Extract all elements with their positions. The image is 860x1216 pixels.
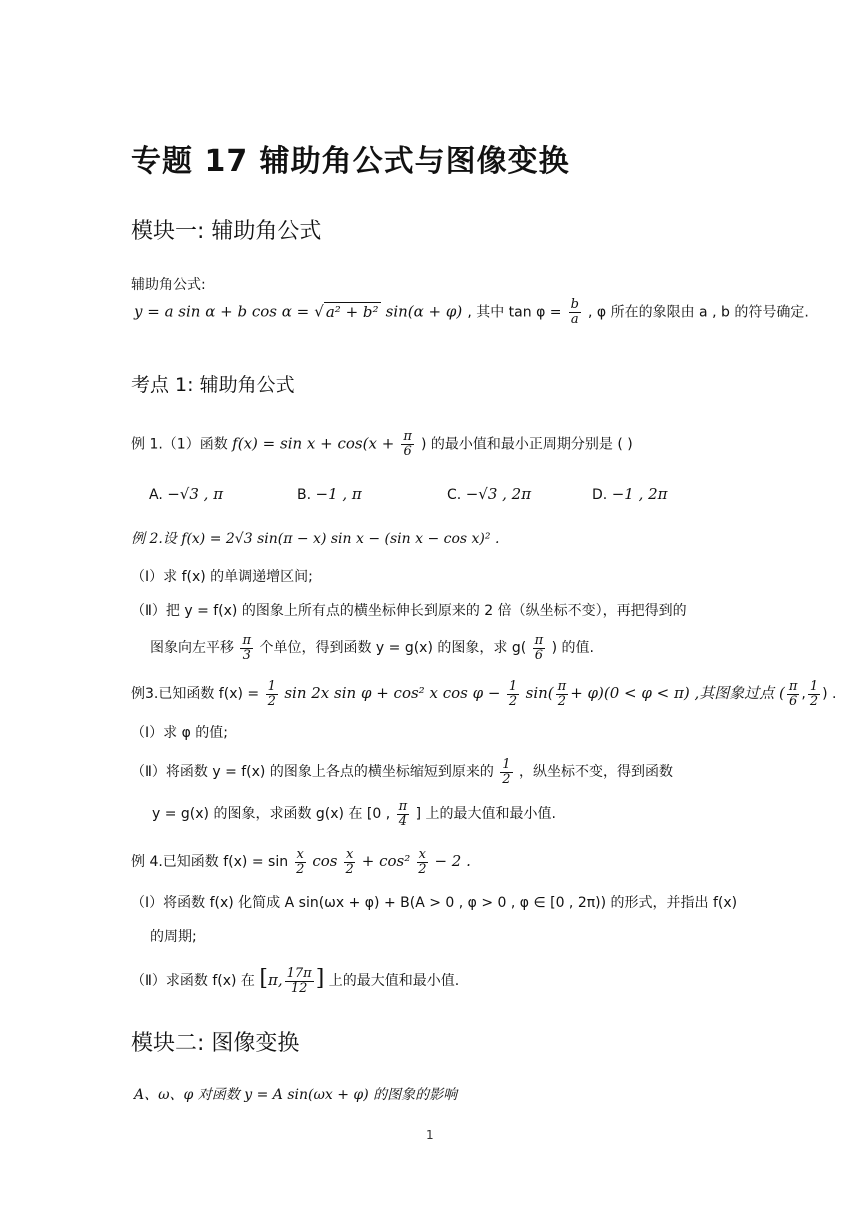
ex3-part1: （Ⅰ）求 φ 的值; <box>131 725 228 741</box>
ex2-fraction-a: $\frac{\pi}{3}$ <box>242 633 251 663</box>
ex1-fraction: $\frac{\pi}{6}$ <box>403 429 412 459</box>
last-line: A、ω、φ 对函数 y = A sin(ωx + φ) 的图象的影响 <box>134 1087 458 1103</box>
module2-heading: 模块二: 图像变换 <box>131 1031 300 1056</box>
tan-fraction: $\frac{b}{a}$ <box>570 297 579 327</box>
formula-where: , 其中 tan φ = <box>467 304 562 321</box>
ex4-line: 例 4.已知函数 f(x) = sin $\frac{x}{2}$ cos $\frac{x}{2}$ + cos² $\frac{x}{2}$ − 2 . <box>131 847 471 877</box>
formula-lhs: y = a sin α + b cos α = <box>134 302 310 321</box>
ex1-prefix: 例 1.（1）函数 <box>131 436 233 453</box>
ex4-part1b: 的周期; <box>150 929 197 945</box>
ex4-part2: （Ⅱ）求函数 f(x) 在 [π, $\frac{17\pi}{12}$ ] 上的最大值和最小值. <box>131 965 460 996</box>
ex1-option-d: D. −1 , 2π <box>592 485 668 503</box>
ex3-line: 例3.已知函数 f(x) = $\frac{1}{2}$ sin 2x sin φ + cos² x cos φ − $\frac{1}{2}$ sin( $\frac{\pi}{2}$ + φ)(0 < φ < π) ,其图象过点 ( $\frac{\pi}{6}$ , $\frac{1}{2}$ ) . <box>131 679 837 709</box>
ex1-option-c: C. −√3 , 2π <box>447 485 532 503</box>
ex1-suffix: ) 的最小值和最小正周期分别是 ( ) <box>421 436 633 453</box>
formula-sqrt: a² + b² <box>325 302 379 321</box>
intro-label: 辅助角公式: <box>131 277 206 293</box>
formula-rhs: sin(α + φ) <box>385 302 463 321</box>
ex4-part1a: （Ⅰ）将函数 f(x) 化简成 A sin(ωx + φ) + B(A > 0 , φ > 0 , φ ∈ [0 , 2π)) 的形式，并指出 f(x) <box>131 895 738 911</box>
ex1-expr: f(x) = sin x + cos(x + <box>232 434 395 453</box>
page-number: 1 <box>426 1128 434 1142</box>
formula-tail: , φ 所在的象限由 a , b 的符号确定. <box>588 304 809 321</box>
module1-heading: 模块一: 辅助角公式 <box>131 219 322 244</box>
ex2-part2b: 图象向左平移 $\frac{\pi}{3}$ 个单位，得到函数 y = g(x) 的图象，求 g( $\frac{\pi}{6}$ ) 的值. <box>150 633 594 663</box>
intro-formula: y = a sin α + b cos α = √ a² + b² sin(α + φ) , 其中 tan φ = $\frac{b}{a}$ , φ 所在的象限由 a , b 的符号确定. <box>134 297 809 327</box>
ex2-part2a: （Ⅱ）把 y = f(x) 的图象上所有点的横坐标伸长到原来的 2 倍（纵坐标不变），再把得到的 <box>131 603 687 619</box>
example-1 <box>131 430 633 458</box>
ex1-option-b: B. −1 , π <box>297 485 362 503</box>
ex3-part2a: （Ⅱ）将函数 y = f(x) 的图象上各点的横坐标缩短到原来的 $\frac{1}{2}$ ，纵坐标不变，得到函数 <box>131 757 674 787</box>
ex1-option-a: A. −√3 , π <box>149 485 224 503</box>
ex2-line: 例 2.设 f(x) = 2√3 sin(π − x) sin x − (sin x − cos x)² . <box>131 531 500 547</box>
ex2-fraction-b: $\frac{\pi}{6}$ <box>534 633 544 663</box>
page-title: 专题 17 辅助角公式与图像变换 <box>131 144 570 179</box>
ex3-part2b: y = g(x) 的图象，求函数 g(x) 在 [0 , $\frac{\pi}{4}$ ] 上的最大值和最小值. <box>152 799 557 829</box>
ex2-part1: （Ⅰ）求 f(x) 的单调递增区间; <box>131 569 313 585</box>
kaodian1-heading: 考点 1: 辅助角公式 <box>131 374 295 396</box>
